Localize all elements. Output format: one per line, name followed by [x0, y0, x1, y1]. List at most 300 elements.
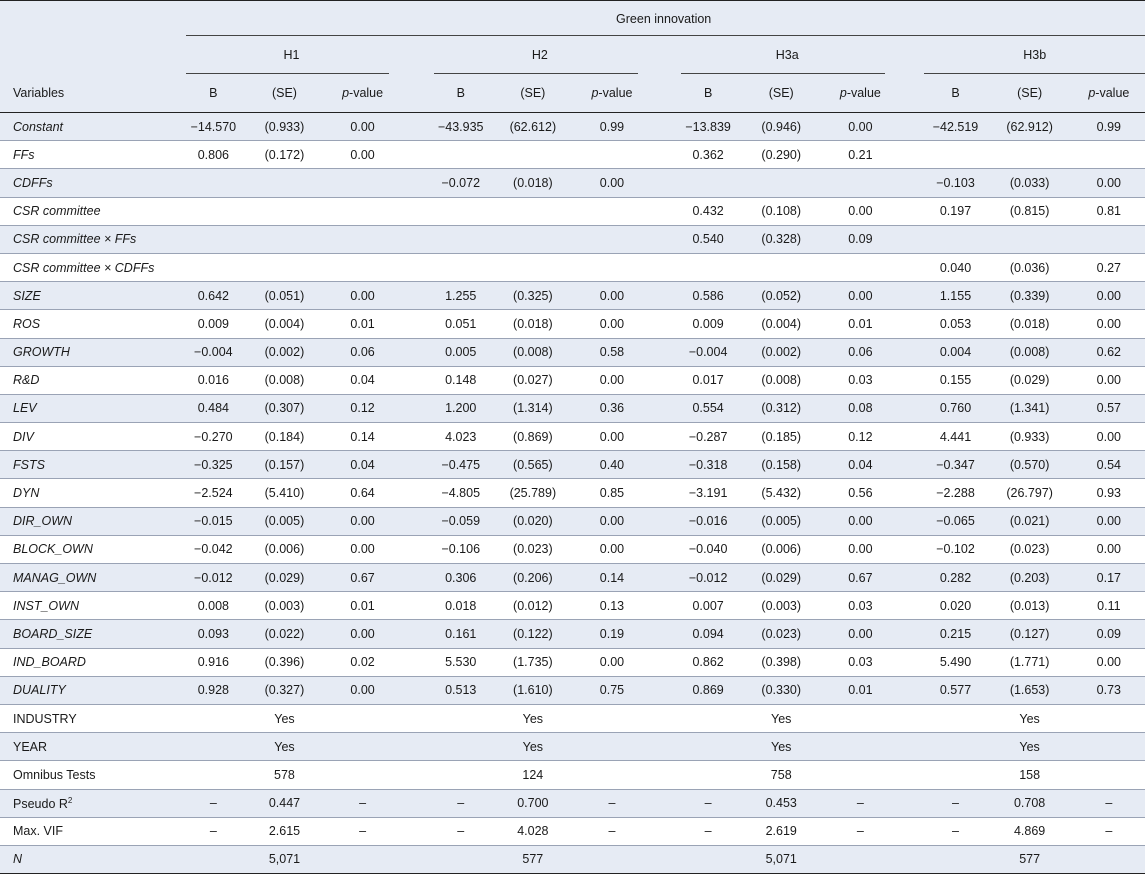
se-cell: (0.185): [739, 423, 823, 451]
p-value-cell: 0.00: [325, 535, 401, 563]
se-cell: 4.869: [987, 817, 1073, 845]
coef-cell: 0.577: [924, 676, 986, 704]
se-cell: (0.327): [244, 676, 324, 704]
subheader-b: B: [209, 86, 218, 100]
p-letter: p: [839, 86, 847, 100]
coef-cell: −4.805: [430, 479, 492, 507]
coef-cell: 0.806: [182, 141, 244, 169]
se-cell: (0.006): [739, 535, 823, 563]
p-value-cell: 0.12: [823, 423, 897, 451]
se-cell: (0.330): [739, 676, 823, 704]
se-cell: [492, 225, 574, 253]
se-cell: (0.184): [244, 423, 324, 451]
p-value-cell: 0.01: [325, 592, 401, 620]
p-value-cell: [823, 704, 897, 732]
coef-cell: 0.432: [677, 197, 739, 225]
p-value-cell: 0.00: [1073, 169, 1145, 197]
variable-label: BLOCK_OWN: [0, 535, 182, 563]
se-cell: [244, 169, 324, 197]
p-value-cell: 0.73: [1073, 676, 1145, 704]
se-cell: (0.020): [492, 507, 574, 535]
coef-cell: 0.916: [182, 648, 244, 676]
coef-cell: [924, 704, 986, 732]
coef-cell: 0.016: [182, 366, 244, 394]
coef-cell: −0.072: [430, 169, 492, 197]
p-value-cell: 0.75: [574, 676, 650, 704]
coef-cell: –: [182, 789, 244, 817]
se-cell: (0.157): [244, 451, 324, 479]
p-value-cell: [325, 253, 401, 281]
se-cell: 2.619: [739, 817, 823, 845]
p-value-cell: 0.62: [1073, 338, 1145, 366]
se-cell: 158: [987, 761, 1073, 789]
coef-cell: [677, 845, 739, 873]
p-letter: p: [1088, 86, 1096, 100]
se-cell: [987, 141, 1073, 169]
coef-cell: [430, 141, 492, 169]
coef-cell: –: [924, 817, 986, 845]
se-cell: (0.029): [987, 366, 1073, 394]
coef-cell: 0.513: [430, 676, 492, 704]
se-cell: Yes: [739, 704, 823, 732]
p-suffix: -value: [1095, 86, 1130, 100]
p-value-cell: 0.99: [574, 113, 650, 141]
se-cell: (0.023): [739, 620, 823, 648]
se-cell: (0.206): [492, 564, 574, 592]
p-value-cell: [574, 253, 650, 281]
coef-cell: −0.318: [677, 451, 739, 479]
variable-label: DIR_OWN: [0, 507, 182, 535]
se-cell: (62.612): [492, 113, 574, 141]
se-cell: (0.325): [492, 282, 574, 310]
table-row: [0, 366, 1145, 394]
p-value-cell: 0.00: [325, 676, 401, 704]
p-value-cell: 0.00: [325, 141, 401, 169]
p-value-cell: 0.00: [823, 113, 897, 141]
table-row: [0, 225, 1145, 253]
p-value-cell: 0.00: [823, 282, 897, 310]
se-cell: (0.013): [987, 592, 1073, 620]
se-cell: (0.933): [987, 423, 1073, 451]
p-value-cell: 0.67: [823, 564, 897, 592]
se-cell: (0.290): [739, 141, 823, 169]
coef-cell: 0.017: [677, 366, 739, 394]
table-row: [0, 845, 1145, 873]
se-cell: Yes: [987, 733, 1073, 761]
coef-cell: 0.586: [677, 282, 739, 310]
coef-cell: 0.148: [430, 366, 492, 394]
se-cell: (0.004): [739, 310, 823, 338]
coef-cell: 5.530: [430, 648, 492, 676]
coef-cell: −0.065: [924, 507, 986, 535]
p-value-cell: 0.08: [823, 394, 897, 422]
coef-cell: 0.007: [677, 592, 739, 620]
se-cell: [492, 141, 574, 169]
variable-label: N: [0, 845, 182, 873]
p-value-cell: 0.67: [325, 564, 401, 592]
se-cell: (0.021): [987, 507, 1073, 535]
coef-cell: −0.475: [430, 451, 492, 479]
p-value-cell: 0.00: [325, 282, 401, 310]
variable-label: Pseudo $R^2$: [0, 789, 182, 817]
se-cell: (0.006): [244, 535, 324, 563]
table-row: [0, 141, 1145, 169]
coef-cell: –: [924, 789, 986, 817]
coef-cell: −14.570: [182, 113, 244, 141]
p-value-cell: 0.00: [574, 282, 650, 310]
p-value-cell: 0.01: [823, 310, 897, 338]
p-value-cell: [823, 169, 897, 197]
se-cell: (1.653): [987, 676, 1073, 704]
p-value-cell: 0.14: [574, 564, 650, 592]
table-row: [0, 564, 1145, 592]
p-value-cell: [574, 704, 650, 732]
coef-cell: [677, 733, 739, 761]
se-cell: (0.008): [244, 366, 324, 394]
se-cell: 758: [739, 761, 823, 789]
table-row: [0, 817, 1145, 845]
p-value-cell: 0.64: [325, 479, 401, 507]
se-cell: [739, 253, 823, 281]
p-value-cell: 0.81: [1073, 197, 1145, 225]
coef-cell: –: [677, 789, 739, 817]
se-cell: (5.410): [244, 479, 324, 507]
coef-cell: 5.490: [924, 648, 986, 676]
se-cell: (0.398): [739, 648, 823, 676]
coef-cell: −0.103: [924, 169, 986, 197]
se-cell: (0.328): [739, 225, 823, 253]
p-letter: p: [591, 86, 599, 100]
coef-cell: −42.519: [924, 113, 986, 141]
table-body: [0, 113, 1145, 874]
table-row: [0, 761, 1145, 789]
se-cell: (0.005): [739, 507, 823, 535]
variable-label: Omnibus Tests: [0, 761, 182, 789]
p-value-cell: [574, 141, 650, 169]
se-cell: (0.933): [244, 113, 324, 141]
se-cell: (62.912): [987, 113, 1073, 141]
se-cell: (0.815): [987, 197, 1073, 225]
se-cell: Yes: [987, 704, 1073, 732]
coef-cell: 0.020: [924, 592, 986, 620]
coef-cell: [430, 253, 492, 281]
coef-cell: −13.839: [677, 113, 739, 141]
variable-label: YEAR: [0, 733, 182, 761]
coef-cell: −0.102: [924, 535, 986, 563]
coef-cell: [430, 197, 492, 225]
p-value-cell: –: [1073, 817, 1145, 845]
se-cell: 0.700: [492, 789, 574, 817]
variable-label: BOARD_SIZE: [0, 620, 182, 648]
variable-label: CSR committee × FFs: [0, 225, 182, 253]
variable-label: Constant: [0, 113, 182, 141]
coef-cell: –: [677, 817, 739, 845]
group-title: Green innovation: [182, 1, 1145, 37]
se-cell: (0.018): [987, 310, 1073, 338]
coef-cell: 0.215: [924, 620, 986, 648]
coef-cell: [430, 733, 492, 761]
table-row: [0, 282, 1145, 310]
p-value-cell: 0.04: [325, 451, 401, 479]
coef-cell: 0.760: [924, 394, 986, 422]
p-value-cell: 0.06: [325, 338, 401, 366]
p-value-cell: 0.00: [1073, 310, 1145, 338]
coef-cell: −0.042: [182, 535, 244, 563]
coef-cell: −0.012: [677, 564, 739, 592]
variable-label: IND_BOARD: [0, 648, 182, 676]
coef-cell: [677, 704, 739, 732]
table-row: [0, 535, 1145, 563]
coef-cell: −43.935: [430, 113, 492, 141]
coef-cell: [430, 761, 492, 789]
p-value-cell: 0.14: [325, 423, 401, 451]
p-value-cell: –: [823, 817, 897, 845]
se-cell: 0.708: [987, 789, 1073, 817]
coef-cell: 0.484: [182, 394, 244, 422]
se-cell: (0.051): [244, 282, 324, 310]
se-cell: 577: [987, 845, 1073, 873]
variable-label: LEV: [0, 394, 182, 422]
table-row: [0, 789, 1145, 817]
p-value-cell: 0.13: [574, 592, 650, 620]
p-value-cell: 0.93: [1073, 479, 1145, 507]
coef-cell: [677, 253, 739, 281]
se-cell: (0.027): [492, 366, 574, 394]
p-value-cell: 0.54: [1073, 451, 1145, 479]
p-value-cell: 0.09: [1073, 620, 1145, 648]
p-value-cell: 0.03: [823, 366, 897, 394]
p-value-cell: [325, 197, 401, 225]
se-cell: Yes: [492, 733, 574, 761]
coef-cell: [677, 169, 739, 197]
coef-cell: −0.004: [182, 338, 244, 366]
p-value-cell: 0.00: [574, 310, 650, 338]
model-header-h3a: H3a: [677, 36, 897, 74]
coef-cell: 0.869: [677, 676, 739, 704]
se-cell: [492, 197, 574, 225]
se-cell: (0.052): [739, 282, 823, 310]
p-value-cell: [823, 733, 897, 761]
p-value-cell: 0.01: [325, 310, 401, 338]
p-value-cell: 0.04: [325, 366, 401, 394]
p-value-cell: 0.12: [325, 394, 401, 422]
p-value-cell: 0.19: [574, 620, 650, 648]
coef-cell: 0.554: [677, 394, 739, 422]
coef-cell: 0.197: [924, 197, 986, 225]
p-value-cell: [574, 225, 650, 253]
p-value-cell: –: [1073, 789, 1145, 817]
p-value-cell: 0.17: [1073, 564, 1145, 592]
p-suffix: -value: [846, 86, 881, 100]
variable-label: FFs: [0, 141, 182, 169]
coef-cell: [924, 733, 986, 761]
subheader-p-value: [823, 74, 897, 113]
variable-label: Max. VIF: [0, 817, 182, 845]
coef-cell: 0.928: [182, 676, 244, 704]
se-cell: (0.203): [987, 564, 1073, 592]
p-value-cell: 0.09: [823, 225, 897, 253]
se-cell: 124: [492, 761, 574, 789]
se-cell: [244, 253, 324, 281]
se-cell: 2.615: [244, 817, 324, 845]
coef-cell: [182, 845, 244, 873]
se-cell: 5,071: [244, 845, 324, 873]
coef-cell: [182, 169, 244, 197]
se-cell: 578: [244, 761, 324, 789]
coef-cell: −0.059: [430, 507, 492, 535]
p-value-cell: 0.00: [823, 535, 897, 563]
variable-label: DIV: [0, 423, 182, 451]
p-value-cell: 0.36: [574, 394, 650, 422]
coef-cell: [430, 225, 492, 253]
subheader-se: (SE): [1017, 86, 1043, 100]
variable-label: INST_OWN: [0, 592, 182, 620]
p-value-cell: –: [325, 817, 401, 845]
se-cell: (1.314): [492, 394, 574, 422]
coef-cell: 1.155: [924, 282, 986, 310]
se-cell: (0.004): [244, 310, 324, 338]
p-value-cell: [823, 761, 897, 789]
se-cell: (0.158): [739, 451, 823, 479]
se-cell: (0.108): [739, 197, 823, 225]
p-value-cell: [823, 845, 897, 873]
variable-label: CSR committee × CDFFs: [0, 253, 182, 281]
se-cell: Yes: [244, 704, 324, 732]
coef-cell: 0.155: [924, 366, 986, 394]
p-value-cell: –: [574, 789, 650, 817]
variable-label: MANAG_OWN: [0, 564, 182, 592]
coef-cell: 0.282: [924, 564, 986, 592]
se-cell: (0.018): [492, 310, 574, 338]
p-value-cell: [1073, 704, 1145, 732]
p-value-cell: 0.00: [823, 507, 897, 535]
se-cell: 0.447: [244, 789, 324, 817]
table-row: [0, 479, 1145, 507]
se-cell: 0.453: [739, 789, 823, 817]
p-value-cell: 0.00: [1073, 282, 1145, 310]
p-value-cell: 0.02: [325, 648, 401, 676]
p-value-cell: 0.21: [823, 141, 897, 169]
coef-cell: –: [182, 817, 244, 845]
se-cell: [987, 225, 1073, 253]
variable-label: DUALITY: [0, 676, 182, 704]
p-value-cell: 0.00: [574, 535, 650, 563]
p-value-cell: [574, 733, 650, 761]
p-value-cell: 0.00: [1073, 648, 1145, 676]
coef-cell: 1.200: [430, 394, 492, 422]
table-row: [0, 592, 1145, 620]
coef-cell: 0.005: [430, 338, 492, 366]
subheader-b: B: [951, 86, 960, 100]
p-value-cell: 0.85: [574, 479, 650, 507]
p-value-cell: 0.57: [1073, 394, 1145, 422]
coef-cell: [677, 761, 739, 789]
subheader-b: B: [456, 86, 465, 100]
p-value-cell: 0.00: [1073, 535, 1145, 563]
se-cell: (0.122): [492, 620, 574, 648]
p-value-cell: 0.11: [1073, 592, 1145, 620]
subheader-se: (SE): [271, 86, 297, 100]
p-value-cell: 0.03: [823, 592, 897, 620]
p-value-cell: [1073, 761, 1145, 789]
se-cell: Yes: [244, 733, 324, 761]
p-value-cell: 0.40: [574, 451, 650, 479]
coef-cell: −2.288: [924, 479, 986, 507]
p-value-cell: 0.00: [823, 197, 897, 225]
coef-cell: [182, 225, 244, 253]
subheader-p-value: [325, 74, 401, 113]
coef-cell: –: [430, 817, 492, 845]
coef-cell: −0.106: [430, 535, 492, 563]
coef-cell: [924, 761, 986, 789]
variable-label: SIZE: [0, 282, 182, 310]
se-cell: [739, 169, 823, 197]
p-value-cell: 0.00: [1073, 423, 1145, 451]
coef-cell: 0.051: [430, 310, 492, 338]
p-value-cell: 0.03: [823, 648, 897, 676]
table-row: [0, 310, 1145, 338]
p-suffix: -value: [349, 86, 384, 100]
variable-label: CDFFs: [0, 169, 182, 197]
subheader-b: B: [703, 86, 713, 100]
se-cell: (1.341): [987, 394, 1073, 422]
se-cell: (0.018): [492, 169, 574, 197]
coef-cell: −0.287: [677, 423, 739, 451]
coef-cell: 0.540: [677, 225, 739, 253]
se-cell: (0.396): [244, 648, 324, 676]
p-value-cell: 0.27: [1073, 253, 1145, 281]
se-cell: (0.002): [244, 338, 324, 366]
se-cell: (0.029): [739, 564, 823, 592]
coef-cell: [924, 225, 986, 253]
p-value-cell: 0.00: [574, 423, 650, 451]
se-cell: (1.771): [987, 648, 1073, 676]
p-value-cell: 0.00: [574, 366, 650, 394]
table-row: [0, 197, 1145, 225]
p-value-cell: [574, 197, 650, 225]
coef-cell: 0.161: [430, 620, 492, 648]
p-value-cell: 0.00: [574, 169, 650, 197]
coef-cell: [182, 704, 244, 732]
table-row: [0, 169, 1145, 197]
se-cell: (0.570): [987, 451, 1073, 479]
table-row: [0, 507, 1145, 535]
coef-cell: 0.004: [924, 338, 986, 366]
coef-cell: −2.524: [182, 479, 244, 507]
subheader-p-value: [574, 74, 650, 113]
model-header-h3b: H3b: [924, 36, 1145, 74]
se-cell: (0.036): [987, 253, 1073, 281]
coef-cell: [430, 845, 492, 873]
p-value-cell: [574, 761, 650, 789]
se-cell: (25.789): [492, 479, 574, 507]
se-cell: Yes: [492, 704, 574, 732]
superscript: 2: [67, 795, 73, 805]
se-cell: 577: [492, 845, 574, 873]
table-row: [0, 620, 1145, 648]
coef-cell: −3.191: [677, 479, 739, 507]
se-cell: (5.432): [739, 479, 823, 507]
coef-cell: [430, 704, 492, 732]
coef-cell: [924, 845, 986, 873]
p-value-cell: 0.00: [823, 620, 897, 648]
variables-header: Variables: [13, 86, 65, 100]
coef-cell: 0.009: [677, 310, 739, 338]
coef-cell: [182, 197, 244, 225]
table-row: [0, 451, 1145, 479]
se-cell: (0.172): [244, 141, 324, 169]
table-row: [0, 423, 1145, 451]
